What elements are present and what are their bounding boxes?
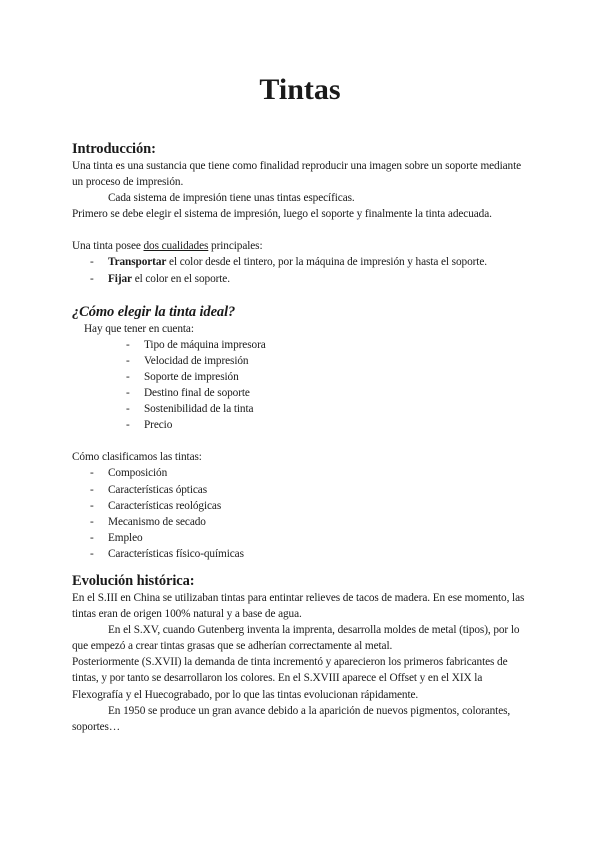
list-item: - Mecanismo de secado: [72, 514, 534, 530]
section-heading-introduccion: Introducción:: [72, 141, 156, 157]
section-clasificacion: [72, 449, 534, 562]
list-item: [72, 254, 534, 270]
quality-2-text: el color en el soporte.: [131, 272, 230, 285]
qualities-lead: [72, 238, 534, 254]
choose-lead: Hay que tener en cuenta:: [84, 322, 194, 335]
choose-list: [72, 337, 534, 434]
list-item: - Sostenibilidad de la tinta: [72, 401, 534, 417]
list-item: - Características ópticas: [72, 482, 534, 498]
qualities-tail-text: principales:: [208, 240, 263, 253]
list-item: - Empleo: [72, 530, 534, 546]
spacer: [72, 222, 534, 238]
qualities-list: [72, 254, 534, 286]
classify-list: [72, 465, 534, 562]
list-item: - Destino final de soporte: [72, 385, 534, 401]
section-elegir-tinta: [72, 303, 534, 434]
section-evolucion-historica: [72, 572, 534, 735]
section-heading-elegir: ¿Cómo elegir la tinta ideal?: [72, 303, 236, 320]
list-item: - Precio: [72, 417, 534, 433]
qualities-lead-text: Una tinta posee: [72, 240, 144, 253]
intro-paragraph-1: Una tinta es una sustancia que tiene como finalidad reproducir una imagen sobre un soporte mediante un proceso de impresión.: [72, 160, 522, 189]
intro-paragraph-2: Cada sistema de impresión tiene unas tintas específicas.: [108, 192, 355, 205]
list-item: [72, 271, 534, 287]
spacer: [72, 287, 534, 303]
list-item: - Características físico-químicas: [72, 546, 534, 562]
section-introduccion: [72, 140, 534, 287]
quality-1-bold: Transportar: [108, 256, 167, 269]
section-heading-evolucion: Evolución histórica:: [72, 572, 195, 589]
history-paragraph-4: En 1950 se produce un gran avance debido a la aparición de nuevos pigmentos, colorantes, soportes…: [72, 704, 511, 733]
intro-paragraph-3: Primero se debe elegir el sistema de impresión, luego el soporte y finalmente la tinta adecuada.: [72, 208, 492, 221]
quality-2-bold: Fijar: [108, 272, 132, 285]
quality-1-text: el color desde el tintero, por la máquina de impresión y hasta el soporte.: [166, 256, 487, 269]
list-item: - Características reológicas: [72, 498, 534, 514]
classify-lead: Cómo clasificamos las tintas:: [72, 451, 202, 464]
spacer: [72, 433, 534, 449]
list-item: - Soporte de impresión: [72, 369, 534, 385]
history-paragraph-1: En el S.III en China se utilizaban tintas para entintar relieves de tacos de madera. En ese momento, las tintas eran de origen 100% natural y a base de agua.: [72, 591, 525, 621]
list-item: - Tipo de máquina impresora: [72, 337, 534, 353]
document-body: [72, 140, 534, 735]
history-paragraph-2: En el S.XV, cuando Gutenberg inventa la imprenta, desarrolla moldes de metal (tipos), por lo que empezó a crear tintas grasas que se adherían correctamente al metal.: [72, 624, 520, 653]
spacer: [72, 562, 534, 572]
list-item: - Composición: [72, 465, 534, 481]
history-paragraph-3: Posteriormente (S.XVII) la demanda de tinta incrementó y aparecieron los primeros fabricantes de tintas, y por tanto se desarrollaron los colores. En el S.XVIII aparece el Offset y en el XIX la Flexografía y el Huecograbado, por lo que las tintas evolucionan rápidamente.: [72, 656, 508, 701]
page-title: Tintas: [259, 73, 341, 106]
qualities-underlined: dos cualidades: [143, 240, 209, 253]
list-item: - Velocidad de impresión: [72, 353, 534, 369]
